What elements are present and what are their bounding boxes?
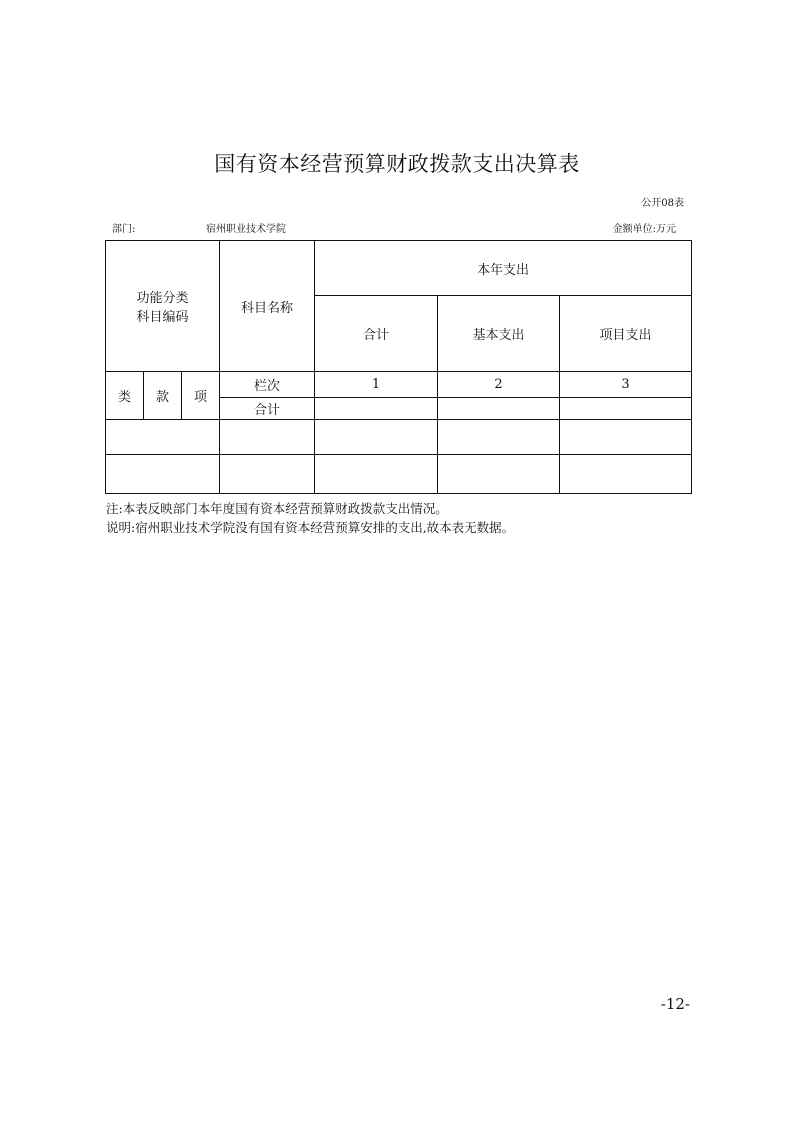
table-cell <box>106 420 220 455</box>
col-number-3: 3 <box>560 372 692 398</box>
table-cell <box>315 420 438 455</box>
project-expense-header: 项目支出 <box>560 296 692 372</box>
table-row <box>106 455 692 494</box>
kuan-header: 款 <box>144 372 182 420</box>
xiang-header: 项 <box>182 372 220 420</box>
table-cell <box>560 420 692 455</box>
expense-table <box>105 240 692 494</box>
func-class-line1: 功能分类 <box>136 291 189 306</box>
table-cell <box>438 420 560 455</box>
current-year-expense-header: 本年支出 <box>315 241 692 296</box>
amount-unit-label: 金额单位:万元 <box>612 224 676 235</box>
table-cell <box>315 455 438 494</box>
column-number-row <box>106 372 692 398</box>
header-row-1 <box>106 241 692 296</box>
total-row-cell <box>438 398 560 420</box>
table-row <box>106 420 692 455</box>
table-cell <box>438 455 560 494</box>
total-row-cell <box>560 398 692 420</box>
basic-expense-header: 基本支出 <box>438 296 560 372</box>
department-label: 部门: <box>112 224 136 235</box>
func-class-header <box>106 241 220 372</box>
page-number: -12- <box>660 995 690 1013</box>
lei-header: 类 <box>106 372 144 420</box>
notes <box>106 499 514 537</box>
subject-name-header: 科目名称 <box>220 241 315 372</box>
table-cell <box>220 420 315 455</box>
note-2: 说明:宿州职业技术学院没有国有资本经营预算安排的支出,故本表无数据。 <box>106 520 515 535</box>
func-class-line2: 科目编码 <box>136 310 189 325</box>
col-number-1: 1 <box>315 372 438 398</box>
form-code: 公开08表 <box>641 198 684 209</box>
total-row-label: 合计 <box>220 398 315 420</box>
page-title: 国有资本经营预算财政拨款支出决算表 <box>214 152 580 176</box>
col-number-2: 2 <box>438 372 560 398</box>
total-header: 合计 <box>315 296 438 372</box>
note-1: 注:本表反映部门本年度国有资本经营预算财政拨款支出情况。 <box>106 501 448 516</box>
total-row-cell <box>315 398 438 420</box>
table-cell <box>560 455 692 494</box>
department-value: 宿州职业技术学院 <box>206 224 286 235</box>
column-no-label: 栏次 <box>220 372 315 398</box>
table-cell <box>220 455 315 494</box>
table-cell <box>106 455 220 494</box>
